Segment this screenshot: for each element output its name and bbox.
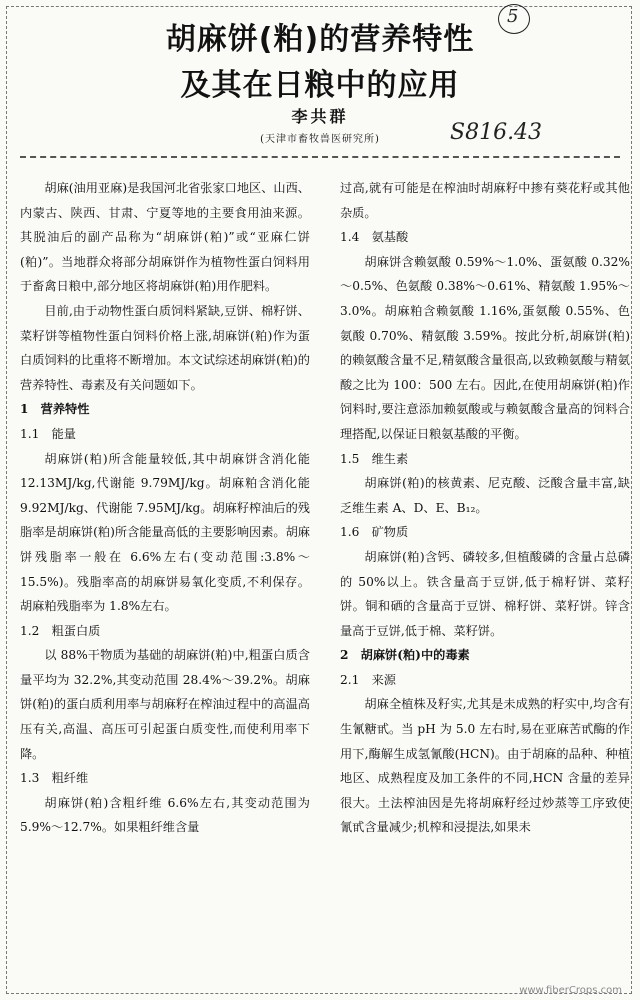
right-column	[340, 176, 630, 840]
article-title-line2: 及其在日粮中的应用	[180, 68, 460, 103]
author-name: 李共群	[291, 107, 349, 126]
page-mark: 5	[507, 6, 519, 27]
left-column	[20, 176, 310, 840]
header-divider	[20, 156, 620, 158]
subsection-heading: 1.4 氨基酸	[340, 230, 409, 245]
handwritten-classification-code: S816.43	[450, 120, 543, 145]
subsection-heading: 1.2 粗蛋白质	[20, 623, 101, 638]
paragraph: 胡麻饼(粕)含钙、磷较多,但植酸磷的含量占总磷的 50%以上。铁含量高于豆饼,低于棉籽饼、菜籽饼。铜和硒的含量高于豆饼、棉籽饼、菜籽饼。锌含量高于豆饼,低于棉、菜籽饼。	[340, 549, 630, 638]
paragraph: 胡麻饼(粕)的核黄素、尼克酸、泛酸含量丰富,缺乏维生素 A、D、E、B₁₂。	[340, 476, 630, 515]
subsection-heading: 2.1 来源	[340, 672, 396, 687]
subsection-heading: 1.3 粗纤维	[20, 771, 89, 786]
section-heading: 2 胡麻饼(粕)中的毒素	[340, 648, 470, 663]
paragraph: 胡麻饼含赖氨酸 0.59%～1.0%、蛋氨酸 0.32%～0.5%、色氨酸 0.38%～0.61%、精氨酸 1.95%～3.0%。胡麻粕含赖氨酸 1.16%,蛋氨酸 0.55%、色氨酸 0.70%、精氨酸 3.59%。按此分析,胡麻饼(粕)的赖氨酸含量不足,精氨酸含量很高,以致赖氨酸与精氨酸之比为 100：500 左右。因此,在使用胡麻饼(粕)作饲料时,要注意添加赖氨酸或与赖氨酸含量高的饲料合理搭配,以保证日粮氨基酸的平衡。	[340, 254, 630, 441]
paragraph: 目前,由于动物性蛋白质饲料紧缺,豆饼、棉籽饼、菜籽饼等植物性蛋白饲料价格上涨,胡麻饼(粕)作为蛋白质饲料的比重将不断增加。本文试综述胡麻饼(粕)的营养特性、毒素及有关问题如下。	[20, 303, 310, 392]
paragraph: 胡麻饼(粕)所含能量较低,其中胡麻饼含消化能 12.13MJ/kg,代谢能 9.79MJ/kg。胡麻粕含消化能 9.92MJ/kg、代谢能 7.95MJ/kg。胡麻籽榨油后的残脂率是胡麻饼(粕)所含能量高低的主要影响因素。胡麻饼残脂率一般在 6.6%左右(变动范围:3.8%～15.5%)。残脂率高的胡麻饼易氧化变质,不利保存。胡麻粕残脂率为 1.8%左右。	[20, 451, 310, 614]
article-title-line1: 胡麻饼(粕)的营养特性	[165, 22, 475, 57]
paragraph: 过高,就有可能是在榨油时胡麻籽中掺有葵花籽或其他杂质。	[340, 181, 630, 220]
section-heading: 1 营养特性	[20, 402, 90, 417]
paragraph: 胡麻(油用亚麻)是我国河北省张家口地区、山西、内蒙古、陕西、甘肃、宁夏等地的主要食用油来源。其脱油后的副产品称为“胡麻饼(粕)”或“亚麻仁饼(粕)”。当地群众将部分胡麻饼作为植物性蛋白饲料用于畜禽日粮中,部分地区将胡麻饼(粕)用作肥料。	[20, 181, 310, 294]
watermark: www.fiberCrops.com	[519, 985, 622, 996]
paragraph: 以 88%干物质为基础的胡麻饼(粕)中,粗蛋白质含量平均为 32.2%,其变动范围 28.4%～39.2%。胡麻饼(粕)的蛋白质利用率与胡麻籽在榨油过程中的高温高压有关,高温、高压可引起蛋白质变性,而使利用率下降。	[20, 648, 310, 761]
paragraph: 胡麻饼(粕)含粗纤维 6.6%左右,其变动范围为 5.9%～12.7%。如果粗纤维含量	[20, 795, 310, 835]
subsection-heading: 1.1 能量	[20, 426, 76, 441]
paragraph: 胡麻全植株及籽实,尤其是未成熟的籽实中,均含有生氰糖甙。当 pH 为 5.0 左右时,易在亚麻苦甙酶的作用下,酶解生成氢氰酸(HCN)。由于胡麻的品种、种植地区、成熟程度及加工条件的不同,HCN 含量的差异很大。土法榨油因是先将胡麻籽经过炒蒸等工序致使氰甙含量减少;机榨和浸提法,如果未	[340, 697, 630, 835]
author-affiliation: (天津市畜牧兽医研究所)	[260, 134, 380, 145]
subsection-heading: 1.6 矿物质	[340, 525, 409, 540]
subsection-heading: 1.5 维生素	[340, 451, 409, 466]
